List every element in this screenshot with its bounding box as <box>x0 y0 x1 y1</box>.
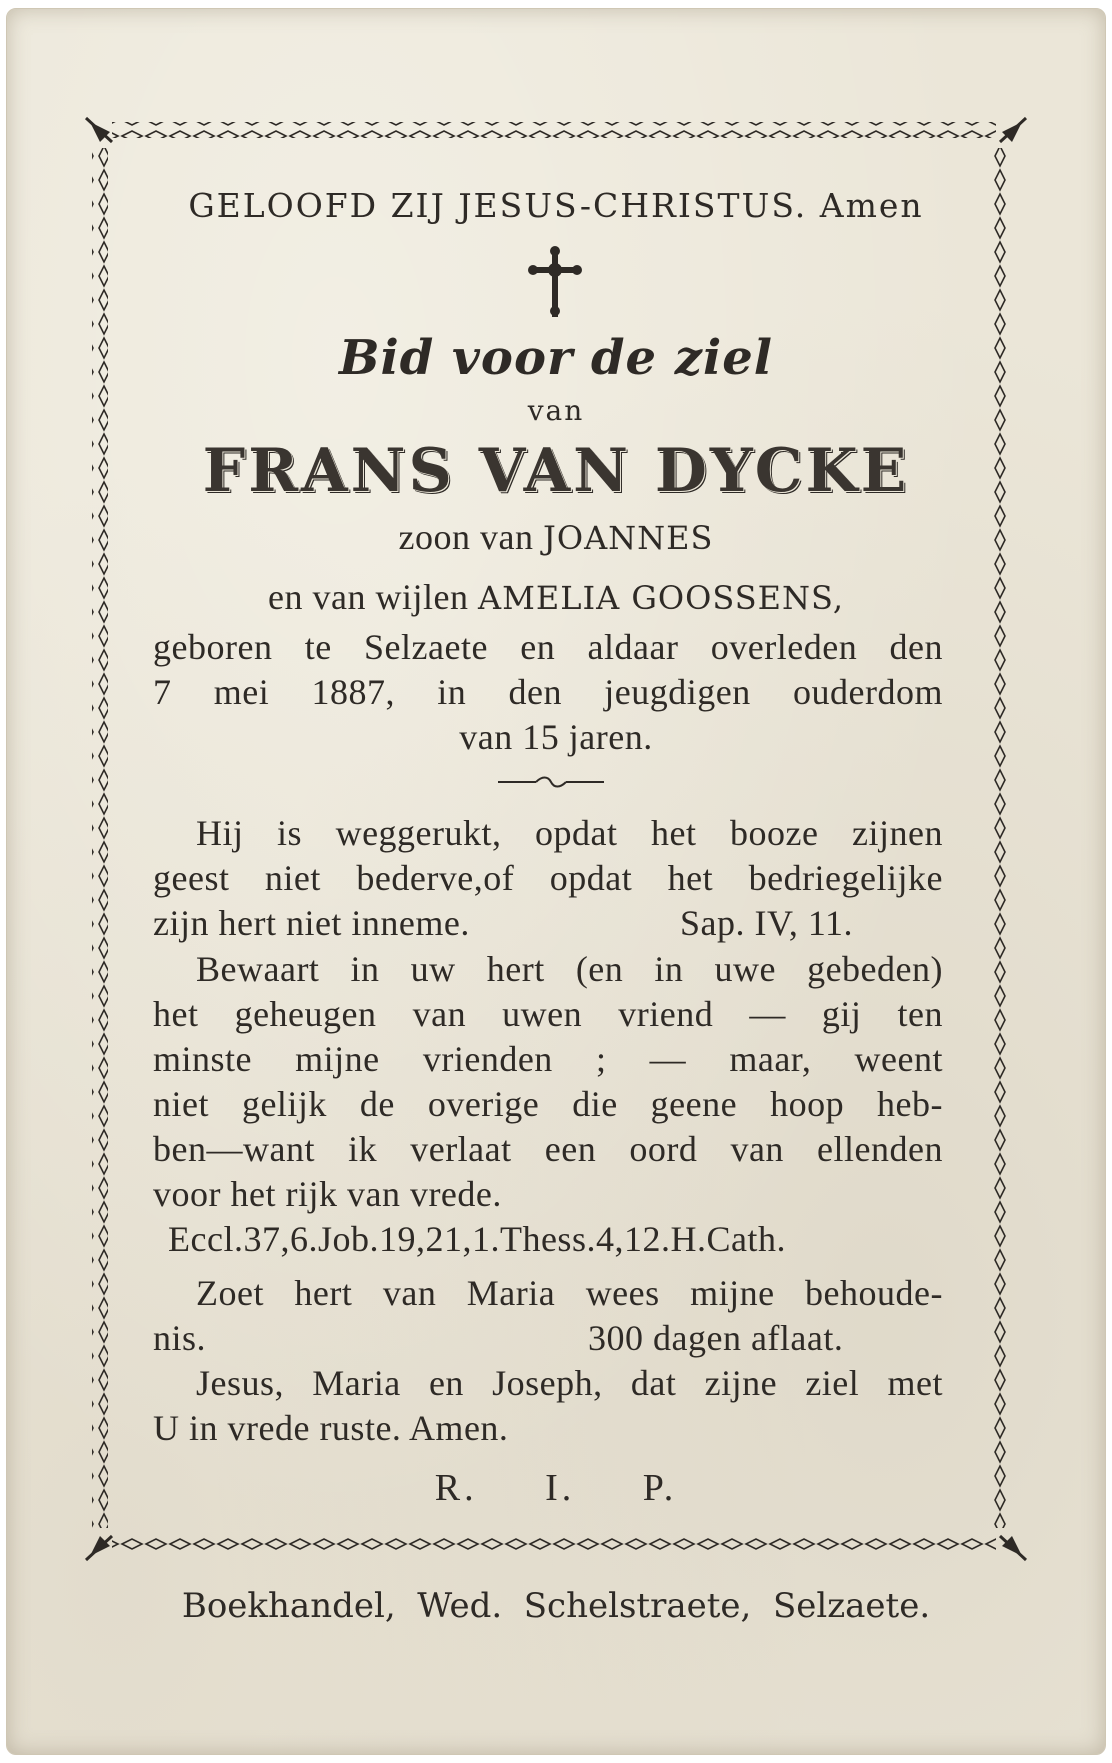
verse-1-line-2: geest niet bederve,of opdat het bedriegelijke <box>153 858 943 898</box>
verse-1-line-1: Hij is weggerukt, opdat het booze zijnen <box>196 813 943 853</box>
cross-icon <box>525 245 585 319</box>
prayer-1-line-2a: nis. <box>153 1318 207 1358</box>
van-label: van <box>527 394 585 427</box>
verse-2-line-4: niet gelijk de overige die geene hoop heb- <box>153 1084 943 1124</box>
prayer-2-line-1: Jesus, Maria en Joseph, dat zijne ziel met <box>196 1363 943 1403</box>
verse-2-line-5: ben—want ik verlaat een oord van ellenden <box>153 1129 943 1169</box>
prayer-2-line-2: U in vrede ruste. Amen. <box>153 1408 509 1448</box>
biography-line-3: van 15 jaren. <box>459 717 653 757</box>
prayer-1-line-1: Zoet hert van Maria wees mijne behoude- <box>196 1273 943 1313</box>
flourish-ornament-icon <box>496 774 606 790</box>
prayer-1-line-2b: 300 dagen aflaat. <box>588 1318 844 1358</box>
deceased-name: FRANS VAN DYCKE <box>202 436 910 506</box>
verse-2-line-6: voor het rijk van vrede. <box>153 1174 502 1214</box>
father-name: JOANNES <box>543 519 714 557</box>
biography-line-2: 7 mei 1887, in den jeugdigen ouderdom <box>153 672 943 712</box>
verse-2-line-2: het geheugen van uwen vriend — gij ten <box>153 994 943 1034</box>
rip-text: R. I. P. <box>434 1467 678 1509</box>
scripture-references: Eccl.37,6.Job.19,21,1.Thess.4,12.H.Cath. <box>168 1219 786 1259</box>
verse-1-line-3: zijn hert niet inneme. <box>153 903 470 943</box>
son-of-line <box>0 516 1112 558</box>
mother-name: AMELIA GOOSSENS, <box>477 579 844 617</box>
verse-2-line-3: minste mijne vrienden ; — maar, weent <box>153 1039 943 1079</box>
biography-line-1: geboren te Selzaete en aldaar overleden den <box>153 627 943 667</box>
printer-imprint: Boekhandel, Wed. Schelstraete, Selzaete. <box>181 1586 931 1626</box>
header-text: GELOOFD ZIJ JESUS-CHRISTUS. Amen <box>188 186 924 225</box>
verse-2-line-1: Bewaart in uw hert (en in uwe gebeden) <box>196 949 943 989</box>
mother-line <box>0 576 1112 618</box>
son-of-prefix: zoon van <box>398 517 543 557</box>
mother-prefix: en van wijlen <box>268 577 478 617</box>
prayer-heading: Bid voor de ziel <box>338 330 774 386</box>
verse-1-reference: Sap. IV, 11. <box>680 903 854 943</box>
